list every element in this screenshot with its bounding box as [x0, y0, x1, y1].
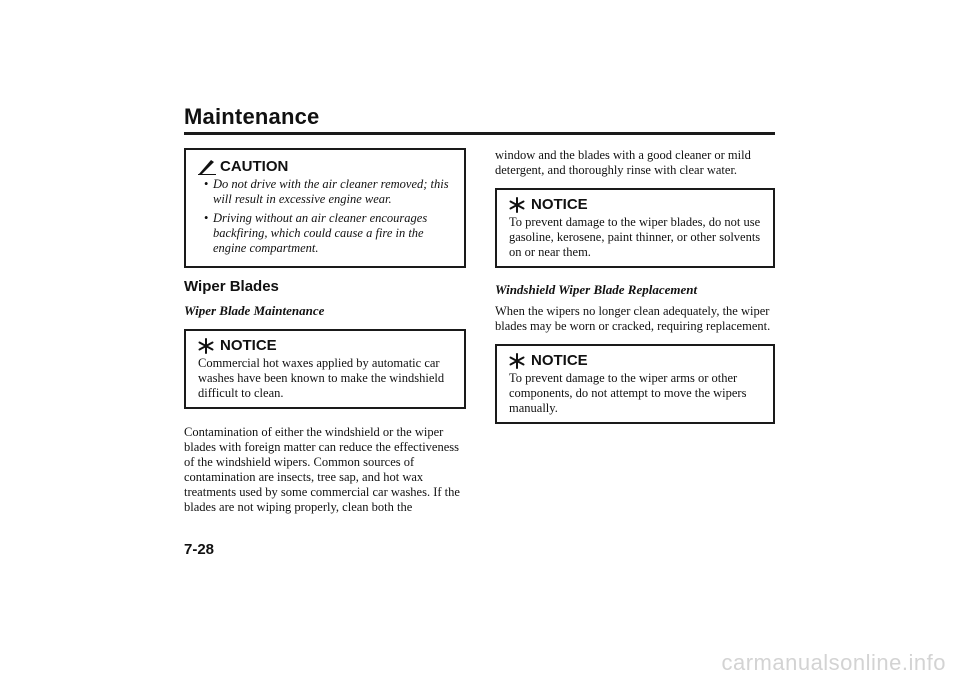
notice-title: NOTICE [220, 337, 277, 354]
caution-item: • Driving without an air cleaner encourages backfiring, which could cause a fire in the engine compartment. [198, 211, 456, 256]
sub-heading: Wiper Blade Maintenance [184, 303, 325, 318]
notice-box [495, 188, 775, 268]
notice-title-row [198, 337, 456, 354]
watermark[interactable]: carmanualsonline.info [721, 650, 946, 675]
body-paragraph-continued: window and the blades with a good cleaner or mild detergent, and thoroughly rinse with clear water. [495, 148, 751, 177]
notice-box [184, 329, 466, 409]
notice-title: NOTICE [531, 196, 588, 213]
body-paragraph: When the wipers no longer clean adequately, the wiper blades may be worn or cracked, requiring replacement. [495, 304, 771, 333]
notice-title: NOTICE [531, 352, 588, 369]
asterisk-icon [509, 353, 527, 369]
right-column [495, 148, 775, 424]
asterisk-icon [509, 197, 527, 213]
notice-title-row [509, 352, 765, 369]
sub-heading: Windshield Wiper Blade Replacement [495, 282, 698, 297]
notice-title-row [509, 196, 765, 213]
header-rule [184, 132, 775, 135]
page-number: 7-28 [184, 541, 215, 558]
notice-text: To prevent damage to the wiper blades, do not use gasoline, kerosene, paint thinner, or other solvents on or near them. [509, 215, 761, 259]
section-heading: Wiper Blades [184, 278, 279, 295]
notice-text: Commercial hot waxes applied by automatic car washes have been known to make the windshield difficult to clean. [198, 356, 445, 400]
caution-list [198, 177, 456, 256]
page-title: Maintenance [184, 104, 320, 129]
body-paragraph: Contamination of either the windshield or the wiper blades with foreign matter can reduce the effectiveness of the windshield wipers. Common sources of contamination are insects, tree sap, and hot wax treatments used by some commercial car washes. If the blades are not wiping properly, clean both the [184, 425, 460, 514]
caution-box [184, 148, 466, 268]
caution-title-row [198, 158, 456, 175]
notice-box [495, 344, 775, 424]
left-column [184, 148, 466, 515]
notice-text: To prevent damage to the wiper arms or other components, do not attempt to move the wipers manually. [509, 371, 747, 415]
caution-item: • Do not drive with the air cleaner removed; this will result in excessive engine wear. [198, 177, 456, 207]
pencil-slash-icon [198, 159, 216, 175]
caution-title: CAUTION [220, 158, 289, 175]
asterisk-icon [198, 338, 216, 354]
